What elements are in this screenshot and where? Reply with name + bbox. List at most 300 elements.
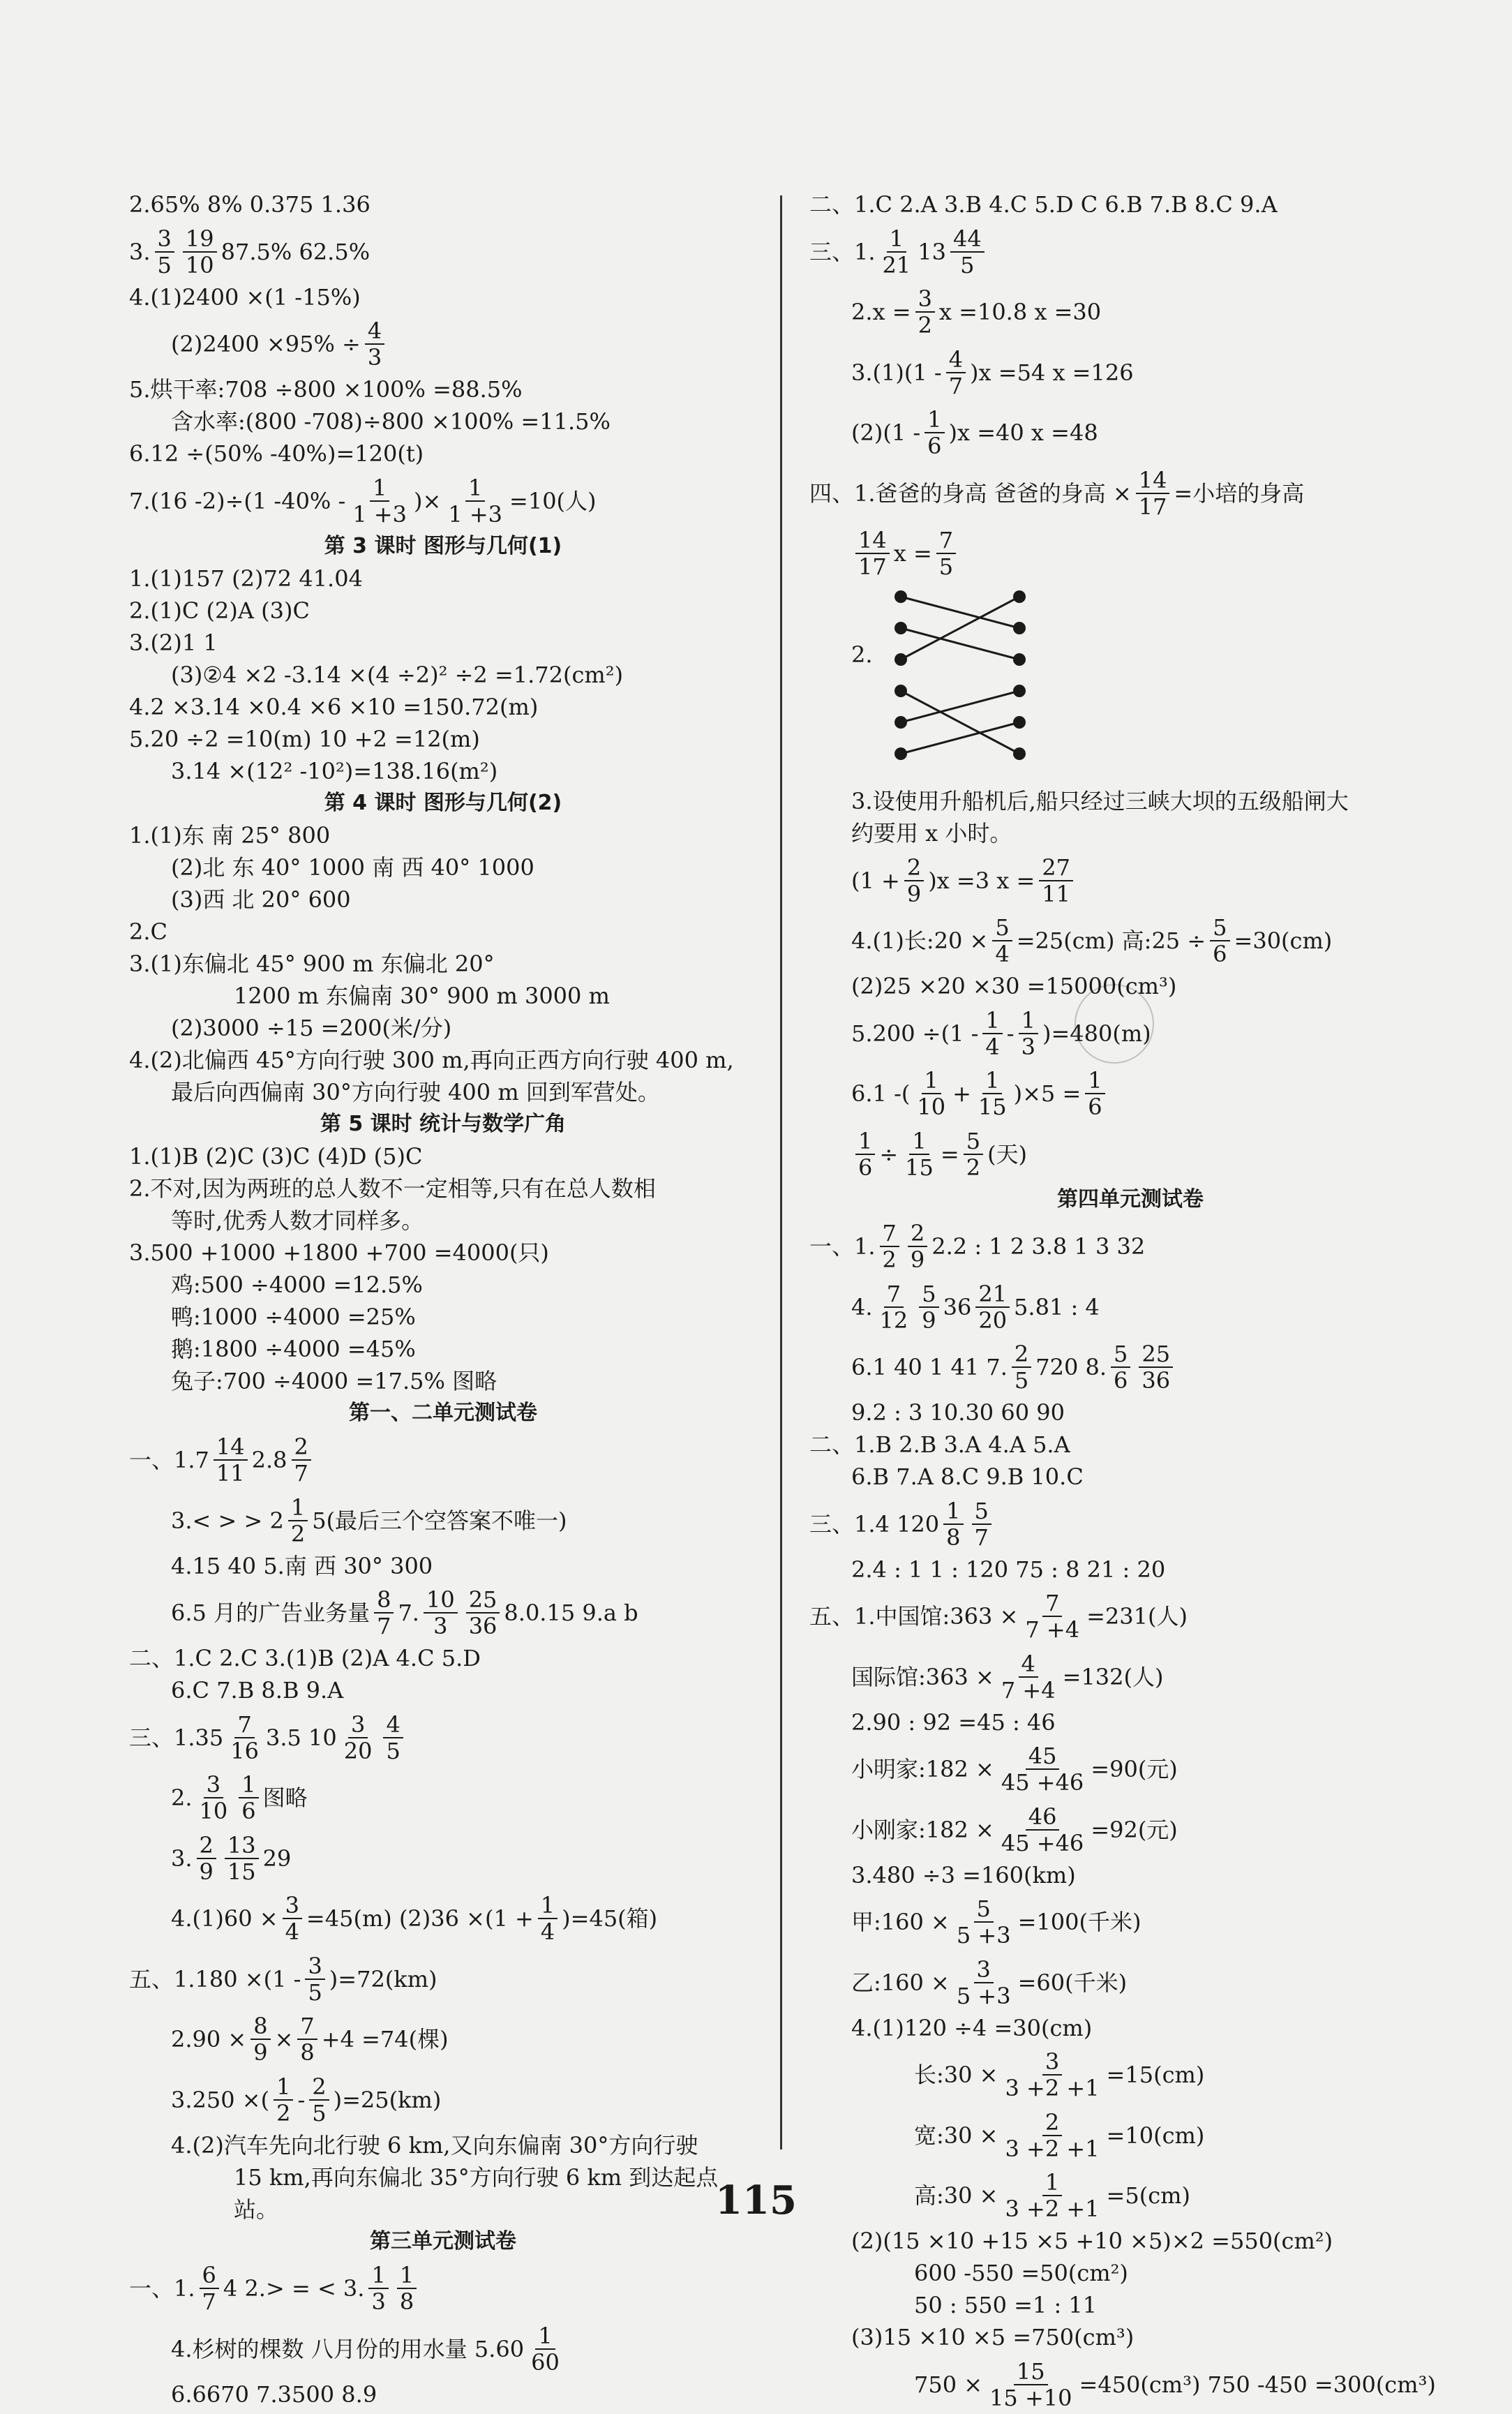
text-segment: 4.杉树的棵数 八月份的用水量 5.60 [171,2335,525,2362]
fraction [424,1587,458,1639]
answer-line [809,1493,1451,1554]
fraction [1039,855,1073,907]
numerator: 7 [234,1712,254,1738]
answer-line: 3.(2)1 1 [129,629,218,656]
answer-line: (2)(15 ×10 +15 ×5 +10 ×5)×2 =550(cm²) [851,2228,1333,2254]
denominator: 5 [1014,1367,1029,1394]
text-segment: (2)2400 ×95% ÷ [171,331,361,357]
answer-line [809,1002,1451,1063]
match-dot [1013,685,1026,697]
text-segment: 2.2 : 1 2 3.8 1 3 32 [931,1233,1146,1260]
numerator: 1 [922,1068,941,1094]
numerator: 27 [1039,855,1073,881]
fraction [466,1587,500,1639]
numerator: 3 [204,1772,223,1798]
numerator: 5 [1210,915,1229,941]
text-segment: 7. [398,1600,419,1626]
denominator: 3 +2 +1 [1005,2135,1100,2162]
numerator: 1 [538,1893,557,1919]
text-segment: 四、1.爸爸的身高 爸爸的身高 × [809,479,1132,507]
answer-line: 2.90 : 92 =45 : 46 [851,1708,1056,1736]
denominator: 5 [938,553,954,580]
answer-line [129,1767,757,1828]
answer-line: 3.480 ÷3 =160(km) [851,1861,1076,1888]
answer-line: (2)3000 ÷15 =200(米/分) [171,1014,452,1041]
denominator: 3 +2 +1 [1005,2196,1100,2222]
fraction [225,1833,259,1884]
text-segment: 3.5 10 [265,1724,337,1751]
fraction [998,1651,1058,1703]
fraction [297,2013,317,2065]
numerator: 10 [424,1587,458,1614]
answer-line [129,313,757,374]
fraction [197,1772,231,1824]
numerator: 3 [974,1957,994,1983]
numerator: 3 [305,1953,324,1980]
denominator: 36 [468,1613,497,1639]
text-segment: )=45(箱) [562,1905,658,1932]
text-segment: (天) [987,1140,1028,1168]
fraction [943,1498,963,1550]
answer-line: 站。 [234,2196,279,2223]
denominator: 8 [300,2039,315,2066]
denominator: 3 [367,344,382,371]
answer-line: 4.2 ×3.14 ×0.4 ×6 ×10 =150.72(m) [129,693,539,720]
fraction [1022,1590,1082,1642]
answer-line: 最后向西偏南 30°方向行驶 400 m 回到军营处。 [171,1078,660,1105]
text-segment: 三、1.35 [129,1724,224,1751]
answer-line [809,1738,1451,1799]
fraction [855,1128,875,1180]
answer-line [809,849,1451,910]
text-segment: 一、1. [809,1233,876,1260]
fraction [538,1893,557,1944]
text-segment: 长:30 × [914,2062,998,2088]
answer-line [809,1586,1451,1646]
denominator: 16 [230,1737,259,1764]
numerator: 46 [1026,1804,1060,1831]
fraction [1139,1341,1173,1393]
numerator: 1 [909,1128,929,1155]
answer-line: 鹅:1800 ÷4000 =45% [171,1335,416,1362]
denominator: 3 [433,1613,448,1639]
text-segment: )=480(m) [1042,1020,1151,1047]
fraction [1003,2049,1102,2101]
text-segment: )x =40 x =48 [948,419,1098,446]
text-segment: 4.(1)长:20 × [851,927,989,954]
answer-line: 含水率:(800 -708)÷800 ×100% =11.5% [171,408,611,435]
answer-line: (3)西 北 20° 600 [171,886,351,913]
denominator: 45 +46 [1001,1769,1084,1796]
denominator: 17 [858,553,887,580]
numerator: 14 [855,528,890,554]
answer-line [809,910,1451,971]
answer-line [809,1336,1451,1397]
denominator: 5 +3 [956,1982,1011,2009]
denominator: 2 [276,2099,291,2126]
denominator: 5 [386,1737,401,1764]
fraction [1085,1068,1105,1119]
text-segment: 2.8 [251,1447,287,1473]
denominator: 4 [540,1918,555,1945]
text-segment: x = [893,540,932,567]
fraction [946,347,966,398]
text-segment: 29 [262,1845,292,1872]
answer-line: 2.4 : 1 1 : 120 75 : 8 21 : 20 [851,1556,1166,1583]
answer-line: 1.(1)B (2)C (3)C (4)D (5)C [129,1142,423,1170]
fraction [987,2359,1075,2411]
numerator: 2 [1012,1341,1031,1368]
fraction [1136,468,1170,519]
answer-line [809,1063,1451,1124]
text-segment: =30(cm) [1234,927,1333,954]
fraction [292,1434,311,1486]
fraction [954,1957,1014,2009]
fraction [950,226,985,278]
text-segment: 5.81 : 4 [1014,1293,1100,1320]
text-segment: - [297,2086,306,2113]
text-segment: 6.5 月的广告业务量 [171,1600,370,1626]
denominator: 12 [879,1306,908,1334]
fraction [239,1772,258,1824]
fraction [880,226,914,278]
fraction [908,1221,927,1272]
answer-line: 1200 m 东偏南 30° 900 m 3000 m [234,982,610,1009]
answer-line: 2.不对,因为两班的总人数不一定相等,只有在总人数相 [129,1175,656,1202]
text-segment: x =10.8 x =30 [938,299,1102,325]
fraction [975,1068,1010,1119]
numerator: 1 [925,407,944,433]
section-heading: 第一、二单元测试卷 [349,1400,537,1425]
numerator: 1 [239,1772,258,1798]
answer-line: (2)北 东 40° 1000 南 西 40° 1000 [171,854,534,881]
text-segment: 5(最后三个空答案不唯一) [312,1507,567,1534]
numerator: 7 [936,528,956,554]
answer-line: 6.12 ÷(50% -40%)=120(t) [129,440,424,467]
text-segment: 三、1. [809,238,876,265]
fraction [528,2323,562,2375]
answer-line: 二、1.B 2.B 3.A 4.A 5.A [809,1431,1070,1458]
answer-line [809,2353,1451,2414]
numerator: 2 [1042,2110,1062,2136]
answer-line [809,281,1451,342]
denominator: 9 [253,2039,268,2066]
numerator: 1 [887,226,906,253]
answer-line [129,2069,757,2129]
denominator: 21 [882,251,911,278]
fraction [877,1281,911,1333]
denominator: 15 [227,1858,256,1885]
text-segment: 8.0.15 9.a b [504,1600,638,1626]
text-segment: 五、1.中国馆:363 × [809,1603,1019,1630]
section-heading: 第 3 课时 图形与几何(1) [324,533,562,558]
match-dot [895,685,907,697]
text-segment: =5(cm) [1106,2182,1190,2209]
text-segment: =60(千米) [1017,1969,1128,1996]
numerator: 7 [297,2013,317,2040]
match-dot [895,716,907,729]
answer-line [809,2044,1451,2105]
denominator: 20 [343,1737,373,1764]
numerator: 5 [964,1128,983,1155]
answer-line: (3)②4 ×2 -3.14 ×(4 ÷2)² ÷2 =1.72(cm²) [171,661,624,688]
text-segment: )×5 = [1013,1080,1081,1107]
numerator: 1 [274,2074,293,2101]
denominator: 8 [399,2288,414,2315]
match-dot [1013,653,1026,666]
numerator: 1 [535,2323,555,2350]
numerator: 3 [1042,2049,1062,2076]
answer-line [809,523,1451,583]
denominator: 60 [531,2348,560,2376]
fraction [915,286,935,338]
text-segment: (1 + [851,867,900,894]
match-dot [1013,590,1026,603]
section-heading: 第 5 课时 统计与数学广角 [320,1111,567,1136]
numerator: 8 [250,2013,270,2040]
numerator: 45 [1026,1743,1060,1770]
denominator: 4 [985,1033,1000,1060]
fraction [445,475,505,527]
numerator: 4 [383,1712,403,1738]
text-segment: + [952,1080,971,1107]
match-line [901,722,1019,754]
fraction [975,1281,1010,1333]
denominator: 7 [948,372,964,399]
denominator: 6 [1213,941,1227,967]
numerator: 14 [214,1434,248,1461]
denominator: 2 [966,1154,981,1181]
section-heading: 第三单元测试卷 [370,2228,516,2253]
answer-line: (3)15 ×10 ×5 =750(cm³) [851,2324,1135,2350]
answer-line [129,2318,757,2378]
answer-line: 等时,优秀人数才同样多。 [171,1207,424,1234]
denominator: 5 [960,251,975,278]
denominator: 6 [241,1798,256,1824]
fraction [1210,915,1229,967]
text-segment: 6.1 40 1 41 7. [851,1354,1008,1380]
text-segment: =132(人) [1062,1663,1164,1690]
text-segment: 2. [171,1785,193,1811]
answer-line: 2.(1)C (2)A (3)C [129,597,310,624]
text-segment: 5.200 ÷(1 - [851,1020,979,1047]
fraction [914,1068,948,1119]
denominator: 9 [199,1858,214,1885]
denominator: 1 +3 [352,500,407,528]
denominator: 15 [978,1094,1007,1120]
fraction [904,855,924,907]
text-segment: (2)(1 - [851,419,921,446]
answer-line [129,1489,757,1550]
denominator: 5 [312,2099,327,2126]
match-line [901,597,1019,660]
answer-line: 鸭:1000 ÷4000 =25% [171,1303,416,1330]
text-segment: =450(cm³) 750 -450 =300(cm³) [1079,2371,1436,2398]
match-dot [1013,747,1026,760]
text-segment: =90(元) [1091,1756,1178,1782]
numerator: 3 [283,1893,302,1919]
denominator: 3 [371,2288,386,2315]
answer-line: 6.C 7.B 8.B 9.A [171,1677,344,1704]
numerator: 4 [365,318,384,345]
text-segment: 6.1 -( [851,1080,911,1107]
numerator: 1 [465,475,485,502]
fraction [1003,2110,1102,2161]
numerator: 2 [904,855,924,881]
answer-line: 600 -550 =50(cm²) [914,2260,1128,2286]
numerator: 1 [288,1495,308,1521]
answer-line [129,470,757,530]
fraction [880,1221,899,1272]
answer-line: 鸡:500 ÷4000 =12.5% [171,1271,423,1298]
denominator: 2 [882,1246,897,1273]
answer-line: 4.(1)2400 ×(1 -15%) [129,283,361,311]
answer-line: 3.(1)东偏北 45° 900 m 东偏北 20° [129,950,495,977]
numerator: 1 [397,2263,417,2289]
fraction [383,1712,403,1764]
match-dot [895,747,907,760]
answer-line: 4.(2)北偏西 45°方向行驶 300 m,再向正西方向行驶 400 m, [129,1046,734,1073]
text-segment: )x =3 x = [928,867,1035,894]
numerator: 3 [348,1712,368,1738]
match-dot [1013,622,1026,634]
fraction [964,1128,983,1180]
text-segment: 3.(1)(1 - [851,359,942,386]
match-line [901,691,1019,754]
fraction [341,1712,375,1764]
text-segment: 3.250 ×( [171,2086,270,2113]
answer-line: 4.(2)汽车先向北行驶 6 km,又向东偏南 30°方向行驶 [171,2131,698,2159]
denominator: 17 [1138,493,1167,520]
text-segment: =45(m) (2)36 ×(1 + [306,1905,534,1932]
match-dot [895,653,907,666]
numerator: 1 [1085,1068,1105,1094]
numerator: 5 [972,1498,991,1525]
answer-line: 约要用 x 小时。 [851,820,1012,847]
fraction [283,1893,302,1944]
answer-line: 3.设使用升船机后,船只经过三峡大坝的五级船闸大 [851,788,1349,814]
answer-line: 2.C [129,918,168,945]
numerator: 8 [374,1587,394,1614]
right-column [809,188,1451,2414]
page-number: 115 [715,2177,797,2223]
numerator: 2 [309,2074,329,2101]
numerator: 5 [1111,1341,1130,1368]
answer-line: 6.6670 7.3500 8.9 [171,2381,377,2408]
text-segment: 一、1.7 [129,1447,209,1473]
text-segment: - [1006,1020,1015,1047]
denominator: 7 [202,2288,216,2315]
text-segment: 2.90 × [171,2026,247,2052]
numerator: 7 [1042,1590,1062,1617]
answer-line: 1.(1)157 (2)72 41.04 [129,565,363,592]
answer-line [809,1798,1451,1859]
text-segment: )=72(km) [329,1965,437,1992]
numerator: 15 [1014,2359,1048,2385]
matching-diagram [887,583,1033,771]
denominator: 11 [1042,880,1070,907]
answer-line [809,583,1451,785]
answer-line: 4.15 40 5.南 西 30° 300 [171,1552,433,1579]
text-segment: 国际馆:363 × [851,1663,994,1690]
answer-line: 二、1.C 2.C 3.(1)B (2)A 4.C 5.D [129,1645,481,1671]
answer-line [809,221,1451,281]
denominator: 5 [308,1979,322,2006]
answer-line [129,1429,757,1490]
answer-line [129,1827,757,1888]
denominator: 3 [1021,1033,1035,1060]
text-segment: 五、1.180 ×(1 - [129,1965,301,1992]
text-segment: = [940,1140,959,1168]
fraction [1019,1008,1038,1059]
denominator: 2 [918,312,932,338]
text-segment: =10(人) [509,487,597,514]
numerator: 5 [992,915,1012,941]
denominator: 7 +4 [1025,1616,1080,1643]
text-segment: 三、1.4 120 [809,1510,940,1537]
fraction [197,1833,216,1884]
answer-line: 5.烘干率:708 ÷800 ×100% =88.5% [129,376,523,403]
text-segment: 7.(16 -2)÷(1 -40% - [129,487,346,514]
text-segment: 4 2.> = < 3. [223,2275,365,2302]
text-segment: 小刚家:182 × [851,1816,994,1843]
text-segment: )=25(km) [333,2086,442,2113]
numerator: 4 [946,347,966,373]
fraction [925,407,944,459]
text-segment: 87.5% 62.5% [220,238,370,265]
text-segment: ÷ [879,1140,899,1168]
denominator: 11 [216,1460,245,1487]
denominator: 7 [377,1613,391,1639]
answer-line [809,1123,1451,1184]
fraction [998,1804,1086,1856]
text-segment: 720 8. [1035,1354,1107,1380]
answer-line [129,2009,757,2069]
numerator: 1 [368,2263,388,2289]
fraction [214,1434,248,1486]
text-segment: =100(千米) [1017,1909,1142,1935]
fraction [274,2074,293,2126]
fraction [250,2013,270,2065]
denominator: 10 [199,1798,228,1824]
denominator: 8 [946,1523,961,1551]
left-column [129,188,757,2411]
fraction [288,1495,308,1547]
item-label: 2. [851,641,873,668]
numerator: 44 [950,226,985,253]
answer-line: 6.B 7.A 8.C 9.B 10.C [851,1463,1084,1490]
fraction [1111,1341,1130,1393]
numerator: 25 [1139,1341,1173,1368]
numerator: 2 [292,1434,311,1461]
fraction [183,226,217,278]
numerator: 2 [197,1833,216,1859]
match-dot [895,622,907,634]
denominator: 6 [858,1154,873,1181]
numerator: 1 [855,1128,875,1155]
fraction [992,915,1012,967]
text-segment: +4 =74(棵) [321,2026,449,2052]
match-dot [895,590,907,603]
answer-line [809,1276,1451,1336]
denominator: 7 +4 [1001,1676,1056,1704]
answer-line [809,462,1451,523]
answer-line: 5.20 ÷2 =10(m) 10 +2 =12(m) [129,725,480,752]
answer-line [129,1706,757,1767]
text-segment: 13 [918,238,946,265]
fraction [350,475,410,527]
denominator: 6 [1114,1367,1128,1394]
